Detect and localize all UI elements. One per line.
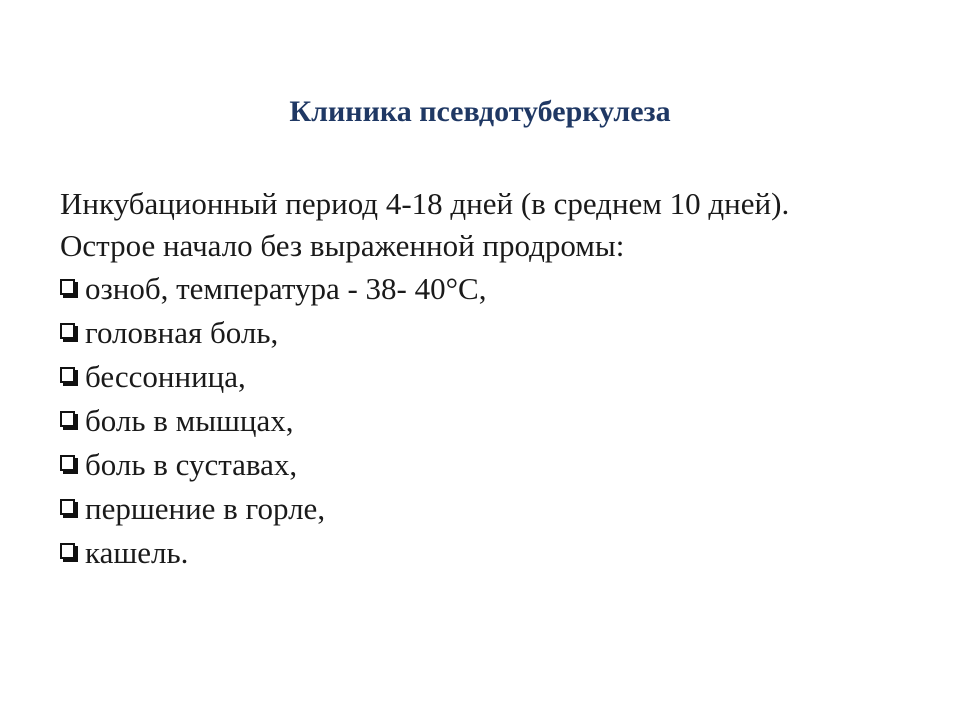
list-item: [60, 487, 950, 531]
checkbox-icon: [60, 543, 80, 564]
slide-title: Клиника псевдотуберкулеза: [289, 95, 671, 128]
list-item-text: боль в суставах,: [85, 447, 298, 482]
checkbox-icon: [60, 279, 80, 300]
list-item: [60, 311, 950, 355]
list-item-text: кашель.: [85, 535, 189, 570]
list-item-text: головная боль,: [85, 315, 279, 350]
list-item: [60, 355, 950, 399]
incubation-period-text: Инкубационный период 4-18 дней (в среднем 10 дней).: [60, 186, 790, 221]
list-item-text: озноб, температура - 38- 40°С,: [85, 271, 487, 306]
symptom-list: [60, 267, 950, 575]
list-item: [60, 443, 950, 487]
checkbox-icon: [60, 323, 80, 344]
checkbox-icon: [60, 455, 80, 476]
list-item-text: першение в горле,: [85, 491, 326, 526]
list-item: [60, 531, 950, 575]
list-item-text: боль в мышцах,: [85, 403, 294, 438]
checkbox-icon: [60, 367, 80, 388]
list-item-text: бессонница,: [85, 359, 246, 394]
list-item: [60, 399, 950, 443]
checkbox-icon: [60, 411, 80, 432]
list-item: [60, 267, 950, 311]
checkbox-icon: [60, 499, 80, 520]
onset-text: Острое начало без выраженной продромы:: [60, 228, 625, 263]
slide-body: [60, 183, 950, 575]
